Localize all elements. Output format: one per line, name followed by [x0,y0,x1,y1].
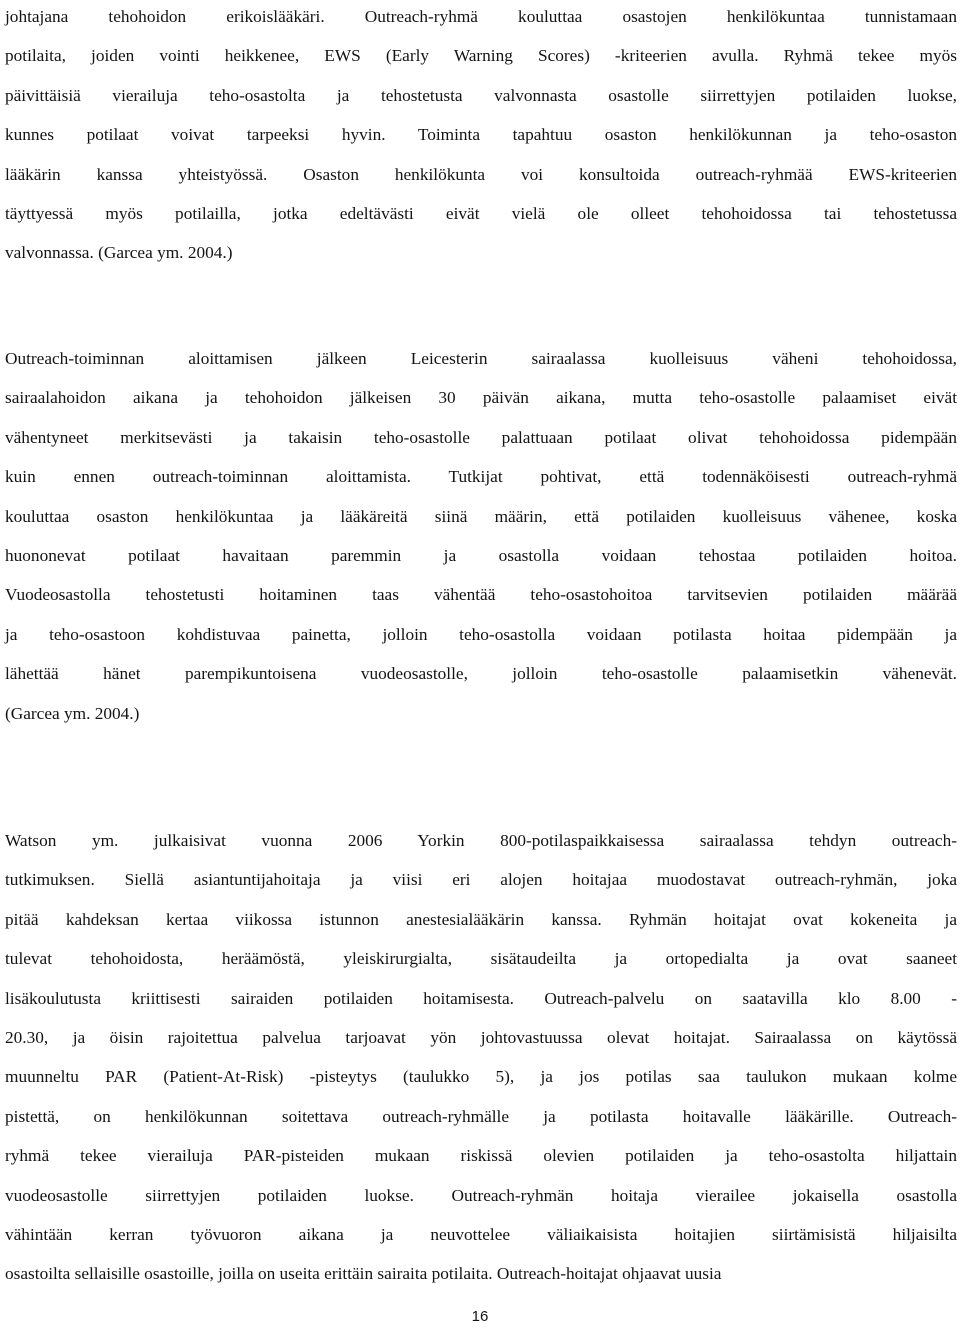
text-line: ryhmä tekee vierailuja PAR-pisteiden mukaan riskissä olevien potilaiden ja teho-osastolta hiljattain [5,1146,957,1166]
text-line: kouluttaa osaston henkilökuntaa ja lääkäreitä siinä määrin, että potilaiden kuolleisuus vähenee, koska [5,506,957,526]
text-line: 20.30, ja öisin rajoitettua palvelua tarjoavat yön johtovastuussa olevat hoitajat. Sairaalassa on käytössä [5,1028,957,1047]
text-line: muunneltu PAR (Patient-At-Risk) -pisteytys (taulukko 5), ja jos potilas saa taulukon mukaan kolme [5,1067,957,1087]
text-line: päivittäisiä vierailuja teho-osastolta ja tehostetusta valvonnasta osastolle siirrettyjen potilaiden luokse, [5,85,957,105]
text-line: Vuodeosastolla tehostetusti hoitaminen taas vähentää teho-osastohoitoa tarvitsevien potilaiden määrää [5,585,957,605]
text-line: osastoilta sellaisille osastoille, joilla on useita erittäin sairaita potilaita. Outreach-hoitajat ohjaavat uusia [5,1264,722,1284]
text-line: vähintään kerran työvuoron aikana ja neuvottelee väliaikaisista hoitajien siirtämisistä hiljaisilta [5,1225,957,1244]
text-line: ja teho-osastoon kohdistuvaa painetta, jolloin teho-osastolla voidaan potilasta hoitaa pidempään ja [5,624,957,644]
text-line: valvonnassa. (Garcea ym. 2004.) [5,243,233,263]
text-line: vuodeosastolle siirrettyjen potilaiden luokse. Outreach-ryhmän hoitaja vierailee jokaisella osastolla [5,1185,957,1205]
text-line: tulevat tehohoidosta, heräämöstä, yleiskirurgialta, sisätaudeilta ja ortopedialta ja ovat saaneet [5,949,957,969]
text-line: vähentyneet merkitsevästi ja takaisin teho-osastolle palattuaan potilaat olivat tehohoidossa pidempään [5,427,957,447]
text-line: huononevat potilaat havaitaan paremmin ja osastolla voidaan tehostaa potilaiden hoitoa. [5,546,957,565]
text-line: (Garcea ym. 2004.) [5,703,140,723]
text-line: Outreach-toiminnan aloittamisen jälkeen Leicesterin sairaalassa kuolleisuus väheni tehohoidossa, [5,349,957,368]
text-line: sairaalahoidon aikana ja tehohoidon jälkeisen 30 päivän aikana, mutta teho-osastolle palaamiset eivät [5,388,957,408]
text-line: tutkimuksen. Siellä asiantuntijahoitaja ja viisi eri alojen hoitajaa muodostavat outreach-ryhmän, joka [5,870,957,890]
text-line: potilaita, joiden vointi heikkenee, EWS (Early Warning Scores) -kriteerien avulla. Ryhmä tekee myös [5,46,957,66]
text-line: lisäkoulutusta kriittisesti sairaiden potilaiden hoitamisesta. Outreach-palvelu on saatavilla klo 8.00 - [5,988,957,1008]
text-line: johtajana tehohoidon erikoislääkäri. Outreach-ryhmä kouluttaa osastojen henkilökuntaa tunnistamaan [5,7,957,26]
page-number: 16 [471,1308,489,1325]
text-line: pistettä, on henkilökunnan soitettava outreach-ryhmälle ja potilasta hoitavalle lääkärille. Outreach- [5,1106,957,1126]
text-line: täyttyessä myös potilailla, jotka edeltävästi eivät vielä ole olleet tehohoidossa tai tehostetussa [5,204,957,223]
document-page [5,0,957,1330]
text-line: pitää kahdeksan kertaa viikossa istunnon anestesialääkärin kanssa. Ryhmän hoitajat ovat kokeneita ja [5,909,957,929]
text-line: kunnes potilaat voivat tarpeeksi hyvin. Toiminta tapahtuu osaston henkilökunnan ja teho-osaston [5,125,957,145]
text-line: lääkärin kanssa yhteistyössä. Osaston henkilökunta voi konsultoida outreach-ryhmää EWS-kriteerien [5,164,957,184]
text-line: Watson ym. julkaisivat vuonna 2006 Yorkin 800-potilaspaikkaisessa sairaalassa tehdyn outreach- [5,831,957,850]
text-line: kuin ennen outreach-toiminnan aloittamista. Tutkijat pohtivat, että todennäköisesti outreach-ryhmä [5,467,957,487]
text-line: lähettää hänet parempikuntoisena vuodeosastolle, jolloin teho-osastolle palaamisetkin vähenevät. [5,664,957,684]
